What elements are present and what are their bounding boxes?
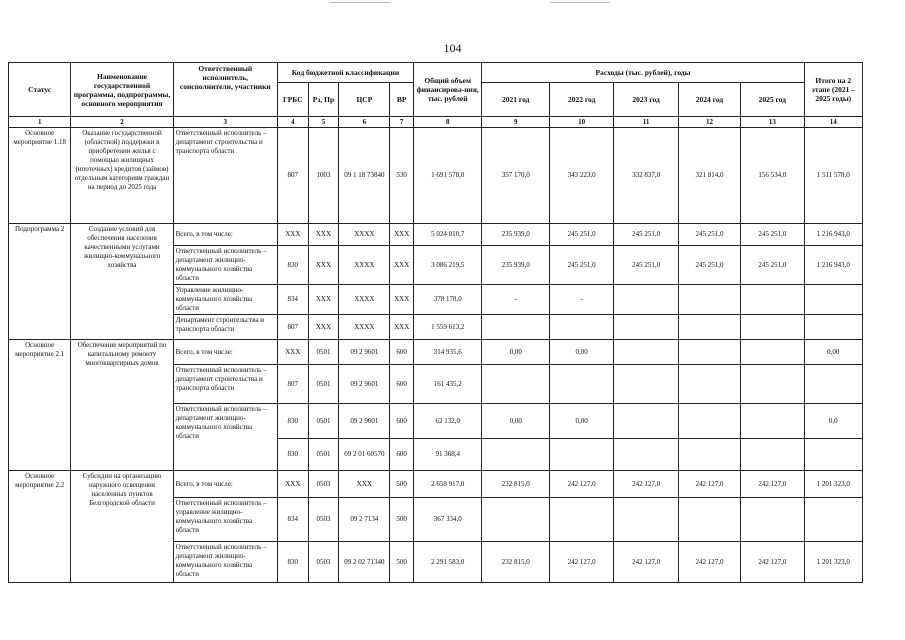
year-cell: [614, 498, 678, 542]
year-cell: [678, 285, 740, 315]
year-cell: 235 939,0: [482, 224, 550, 246]
total-cell: 314 935,6: [413, 340, 482, 365]
total-cell: 3 086 219,5: [413, 246, 482, 285]
grbs-cell: ХХХ: [277, 471, 308, 498]
col-number: 6: [339, 117, 390, 128]
year-cell: 245 251,0: [741, 246, 804, 285]
name-cell: Обеспечение мероприятий по капитальному ремонту многоквартирных домов: [71, 340, 173, 471]
status-cell: Подпрограмма 2: [9, 224, 71, 340]
grbs-cell: ХХХ: [277, 224, 308, 246]
executor-cell: Всего, в том числе:: [173, 340, 277, 365]
year-cell: 242 127,0: [614, 542, 678, 583]
itogo-cell: 0,00: [804, 340, 862, 365]
year-cell: 245 251,0: [614, 246, 678, 285]
year-cell: -: [482, 285, 550, 315]
grbs-cell: 830: [277, 542, 308, 583]
rzpr-cell: ХХХ: [308, 285, 339, 315]
year-cell: [741, 365, 804, 404]
rzpr-cell: ХХХ: [308, 224, 339, 246]
executor-cell: Всего, в том числе:: [173, 224, 277, 246]
header-year: 2025 год: [741, 83, 804, 117]
page-number: 104: [443, 41, 462, 55]
year-cell: [614, 365, 678, 404]
year-cell: 0,00: [549, 340, 613, 365]
status-cell: Основное мероприятие 2.1: [9, 340, 71, 471]
itogo-cell: 1 216 943,0: [804, 246, 862, 285]
year-cell: [482, 439, 550, 471]
grbs-cell: 830: [277, 439, 308, 471]
name-cell: Субсидии на организацию наружного освещения населенных пунктов Белгородской области: [71, 471, 173, 583]
col-number: 8: [413, 117, 482, 128]
year-cell: [741, 315, 804, 340]
executor-cell: Ответственный исполнитель – управление жилищно-коммунального хозяйства области: [173, 498, 277, 542]
year-cell: [741, 404, 804, 439]
grbs-cell: ХХХ: [277, 340, 308, 365]
csr-cell: 09 1 18 73840: [339, 128, 390, 224]
year-cell: 242 127,0: [549, 471, 613, 498]
col-number: 4: [277, 117, 308, 128]
year-cell: 242 127,0: [678, 542, 740, 583]
header-grbs: ГРБС: [277, 83, 308, 117]
itogo-cell: 0,0: [804, 404, 862, 439]
year-cell: [678, 340, 740, 365]
itogo-cell: 1 201 323,0: [804, 542, 862, 583]
total-cell: 161 435,2: [413, 365, 482, 404]
total-cell: 378 178,0: [413, 285, 482, 315]
rzpr-cell: 0501: [308, 439, 339, 471]
rzpr-cell: 0501: [308, 365, 339, 404]
csr-cell: 09 2 02 71340: [339, 542, 390, 583]
year-cell: 245 251,0: [549, 246, 613, 285]
year-cell: [741, 340, 804, 365]
year-cell: 245 251,0: [549, 224, 613, 246]
executor-cell: Департамент строительства и транспорта области: [173, 315, 277, 340]
executor-cell: Управление жилищно-коммунального хозяйства области: [173, 285, 277, 315]
year-cell: 357 170,0: [482, 128, 550, 224]
csr-cell: 09 2 01 60570: [339, 439, 390, 471]
executor-cell: Всего, в том числе:: [173, 471, 277, 498]
header-itogo: Итого на 2 этапе (2021 – 2025 годы): [804, 63, 862, 117]
year-cell: [482, 315, 550, 340]
year-cell: [678, 404, 740, 439]
total-cell: 2 291 583,0: [413, 542, 482, 583]
rzpr-cell: 0501: [308, 340, 339, 365]
vr-cell: ХХХ: [390, 224, 414, 246]
year-cell: 232 815,0: [482, 542, 550, 583]
total-cell: 367 334,0: [413, 498, 482, 542]
year-cell: 242 127,0: [741, 471, 804, 498]
budget-table: [8, 62, 863, 583]
col-number: 14: [804, 117, 862, 128]
executor-cell: Ответственный исполнитель – департамент строительства и транспорта области: [173, 365, 277, 404]
year-cell: 0,00: [482, 404, 550, 439]
executor-cell: Ответственный исполнитель – департамент жилищно-коммунального хозяйства области: [173, 404, 277, 471]
table-row: [9, 471, 863, 498]
header-year: 2024 год: [678, 83, 740, 117]
csr-cell: 09 2 9601: [339, 404, 390, 439]
vr-cell: ХХХ: [390, 315, 414, 340]
col-number: 1: [9, 117, 71, 128]
total-cell: 91 368,4: [413, 439, 482, 471]
col-number: 5: [308, 117, 339, 128]
year-cell: [614, 439, 678, 471]
year-cell: 242 127,0: [741, 542, 804, 583]
vr-cell: 600: [390, 404, 414, 439]
col-number: 3: [173, 117, 277, 128]
vr-cell: ХХХ: [390, 246, 414, 285]
vr-cell: 500: [390, 471, 414, 498]
year-cell: 245 251,0: [614, 224, 678, 246]
year-cell: [678, 365, 740, 404]
total-cell: 5 024 010,7: [413, 224, 482, 246]
vr-cell: ХХХ: [390, 285, 414, 315]
table-row: [9, 224, 863, 246]
year-cell: -: [549, 285, 613, 315]
csr-cell: ХХХ: [339, 471, 390, 498]
csr-cell: 09 2 9601: [339, 365, 390, 404]
year-cell: [614, 404, 678, 439]
year-cell: [614, 315, 678, 340]
year-cell: [741, 498, 804, 542]
csr-cell: ХХХХ: [339, 224, 390, 246]
year-cell: [741, 285, 804, 315]
rzpr-cell: ХХХ: [308, 315, 339, 340]
year-cell: [549, 365, 613, 404]
year-cell: 332 837,0: [614, 128, 678, 224]
grbs-cell: 834: [277, 285, 308, 315]
column-number-row: [9, 117, 863, 128]
year-cell: 242 127,0: [678, 471, 740, 498]
vr-cell: 600: [390, 365, 414, 404]
year-cell: 245 251,0: [678, 224, 740, 246]
csr-cell: 09 2 9601: [339, 340, 390, 365]
col-number: 10: [549, 117, 613, 128]
table-row: [9, 340, 863, 365]
header-year: 2022 год: [549, 83, 613, 117]
vr-cell: 530: [390, 128, 414, 224]
name-cell: Оказание государственной (областной) поддержки в приобретении жилья с помощью жилищных (ипотечных) кредитов (займов) отдельным категориям граждан на период до 2025 года: [71, 128, 173, 224]
year-cell: 245 251,0: [741, 224, 804, 246]
itogo-cell: [804, 498, 862, 542]
year-cell: 242 127,0: [549, 542, 613, 583]
rzpr-cell: 0503: [308, 471, 339, 498]
year-cell: 0,00: [549, 404, 613, 439]
rzpr-cell: 0503: [308, 498, 339, 542]
year-cell: [549, 315, 613, 340]
year-cell: [614, 340, 678, 365]
col-number: 12: [678, 117, 740, 128]
header-expenses: Расходы (тыс. рублей), годы: [482, 63, 804, 83]
itogo-cell: [804, 315, 862, 340]
year-cell: 343 223,0: [549, 128, 613, 224]
status-cell: Основное мероприятие 2.2: [9, 471, 71, 583]
rzpr-cell: 1003: [308, 128, 339, 224]
header-year: 2021 год: [482, 83, 550, 117]
year-cell: 245 251,0: [678, 246, 740, 285]
total-cell: 1 691 578,0: [413, 128, 482, 224]
col-number: 7: [390, 117, 414, 128]
year-cell: 0,00: [482, 340, 550, 365]
year-cell: [482, 498, 550, 542]
vr-cell: 600: [390, 439, 414, 471]
total-cell: 1 559 613,2: [413, 315, 482, 340]
total-cell: 62 132,0: [413, 404, 482, 439]
vr-cell: 600: [390, 340, 414, 365]
scan-edge-mark: [330, 2, 390, 3]
year-cell: [678, 315, 740, 340]
grbs-cell: 834: [277, 498, 308, 542]
year-cell: [549, 498, 613, 542]
csr-cell: 09 2 7134: [339, 498, 390, 542]
year-cell: 232 815,0: [482, 471, 550, 498]
year-cell: [678, 439, 740, 471]
rzpr-cell: 0501: [308, 404, 339, 439]
itogo-cell: [804, 285, 862, 315]
executor-cell: Ответственный исполнитель – департамент жилищно-коммунального хозяйства области: [173, 542, 277, 583]
year-cell: 321 814,0: [678, 128, 740, 224]
rzpr-cell: 0503: [308, 542, 339, 583]
header-vr: ВР: [390, 83, 414, 117]
col-number: 13: [741, 117, 804, 128]
year-cell: [549, 439, 613, 471]
year-cell: [482, 365, 550, 404]
col-number: 9: [482, 117, 550, 128]
itogo-cell: 1 216 943,0: [804, 224, 862, 246]
year-cell: 235 939,0: [482, 246, 550, 285]
csr-cell: ХХХХ: [339, 285, 390, 315]
header-total-volume: Общий объем финансирова-ния, тыс. рублей: [413, 63, 482, 117]
grbs-cell: 830: [277, 246, 308, 285]
itogo-cell: [804, 365, 862, 404]
year-cell: 242 127,0: [614, 471, 678, 498]
total-cell: 2 658 917,0: [413, 471, 482, 498]
year-cell: [741, 439, 804, 471]
itogo-cell: 1 201 323,0: [804, 471, 862, 498]
itogo-cell: 1 511 578,0: [804, 128, 862, 224]
itogo-cell: [804, 439, 862, 471]
vr-cell: 500: [390, 498, 414, 542]
grbs-cell: 807: [277, 365, 308, 404]
csr-cell: ХХХХ: [339, 315, 390, 340]
vr-cell: 500: [390, 542, 414, 583]
table-header: [9, 63, 863, 128]
grbs-cell: 807: [277, 315, 308, 340]
col-number: 2: [71, 117, 173, 128]
grbs-cell: 807: [277, 128, 308, 224]
year-cell: [614, 285, 678, 315]
executor-cell: Ответственный исполнитель – департамент жилищно-коммунального хозяйства области: [173, 246, 277, 285]
rzpr-cell: ХХХ: [308, 246, 339, 285]
executor-cell: Ответственный исполнитель – департамент строительства и транспорта области: [173, 128, 277, 224]
header-name: Наименование государственной программы, подпрограммы, основного мероприятия: [71, 63, 173, 117]
header-year: 2023 год: [614, 83, 678, 117]
year-cell: 156 534,0: [741, 128, 804, 224]
header-rzpr: Рз, Пр: [308, 83, 339, 117]
header-status: Статус: [9, 63, 71, 117]
scan-edge-mark: [550, 2, 610, 3]
csr-cell: ХХХХ: [339, 246, 390, 285]
header-executor: Ответственный исполнитель, соисполнители, участники: [173, 63, 277, 117]
table-row: [9, 128, 863, 224]
header-csr: ЦСР: [339, 83, 390, 117]
grbs-cell: 830: [277, 404, 308, 439]
year-cell: [678, 498, 740, 542]
header-budget-code: Код бюджетной классификации: [277, 63, 413, 83]
name-cell: Создание условий для обеспечения населения качественными услугами жилищно-коммунального хозяйства: [71, 224, 173, 340]
status-cell: Основное мероприятие 1.18: [9, 128, 71, 224]
col-number: 11: [614, 117, 678, 128]
